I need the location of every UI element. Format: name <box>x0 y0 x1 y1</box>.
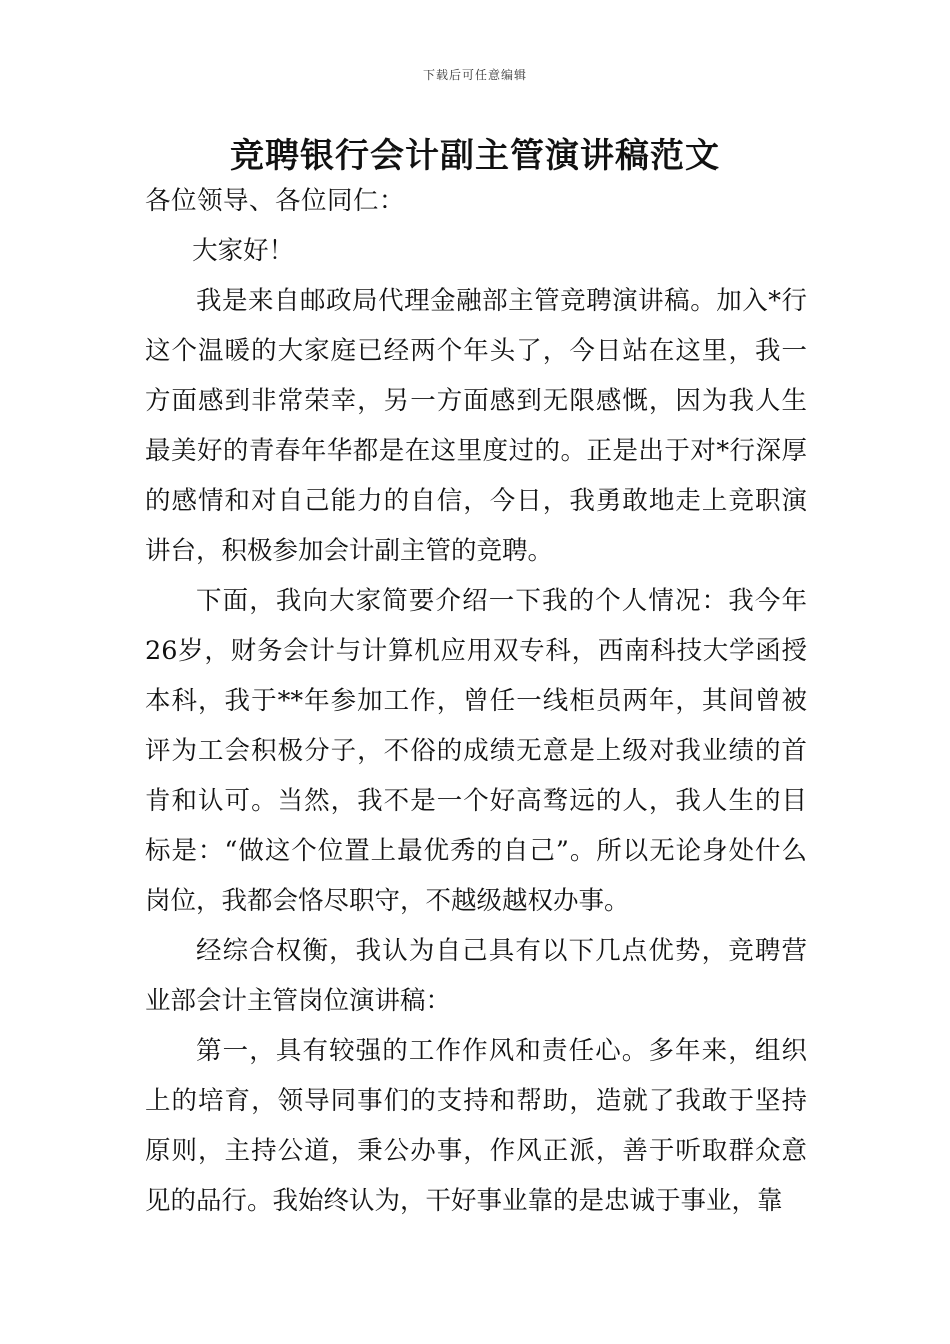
paragraph: 经综合权衡，我认为自己具有以下几点优势，竞聘营业部会计主管岗位演讲稿： <box>145 936 807 1016</box>
paragraph: 下面，我向大家简要介绍一下我的个人情况：我今年26岁，财务会计与计算机应用双专科，西南科技大学函授本科，我于**年参加工作，曾任一线柜员两年，其间曾被评为工会积极分子，不俗的成绩无意是上级对我业绩的首肯和认可。当然，我不是一个好高骛远的人，我人生的目标是：“做这个位置上最优秀的自己”。所以无论身处什么岗位，我都会恪尽职守，不越级越权办事。 <box>145 586 807 916</box>
document-title: 竞聘银行会计副主管演讲稿范文 <box>230 136 720 176</box>
paragraph: 我是来自邮政局代理金融部主管竞聘演讲稿。加入*行这个温暖的大家庭已经两个年头了，今日站在这里，我一方面感到非常荣幸，另一方面感到无限感慨，因为我人生最美好的青春年华都是在这里度过的。正是出于对*行深厚的感情和对自己能力的自信，今日，我勇敢地走上竞职演讲台，积极参加会计副主管的竞聘。 <box>145 286 807 566</box>
header-note: 下载后可任意编辑 <box>422 68 527 82</box>
salutation: 各位领导、各位同仁： <box>145 186 406 216</box>
document-body <box>145 176 807 1226</box>
paragraph: 第一，具有较强的工作作风和责任心。多年来，组织上的培育，领导同事们的支持和帮助，造就了我敢于坚持原则，主持公道，秉公办事，作风正派，善于听取群众意见的品行。我始终认为，干好事业靠的是忠诚于事业，靠 <box>145 1036 807 1216</box>
greeting: 大家好！ <box>192 236 295 266</box>
